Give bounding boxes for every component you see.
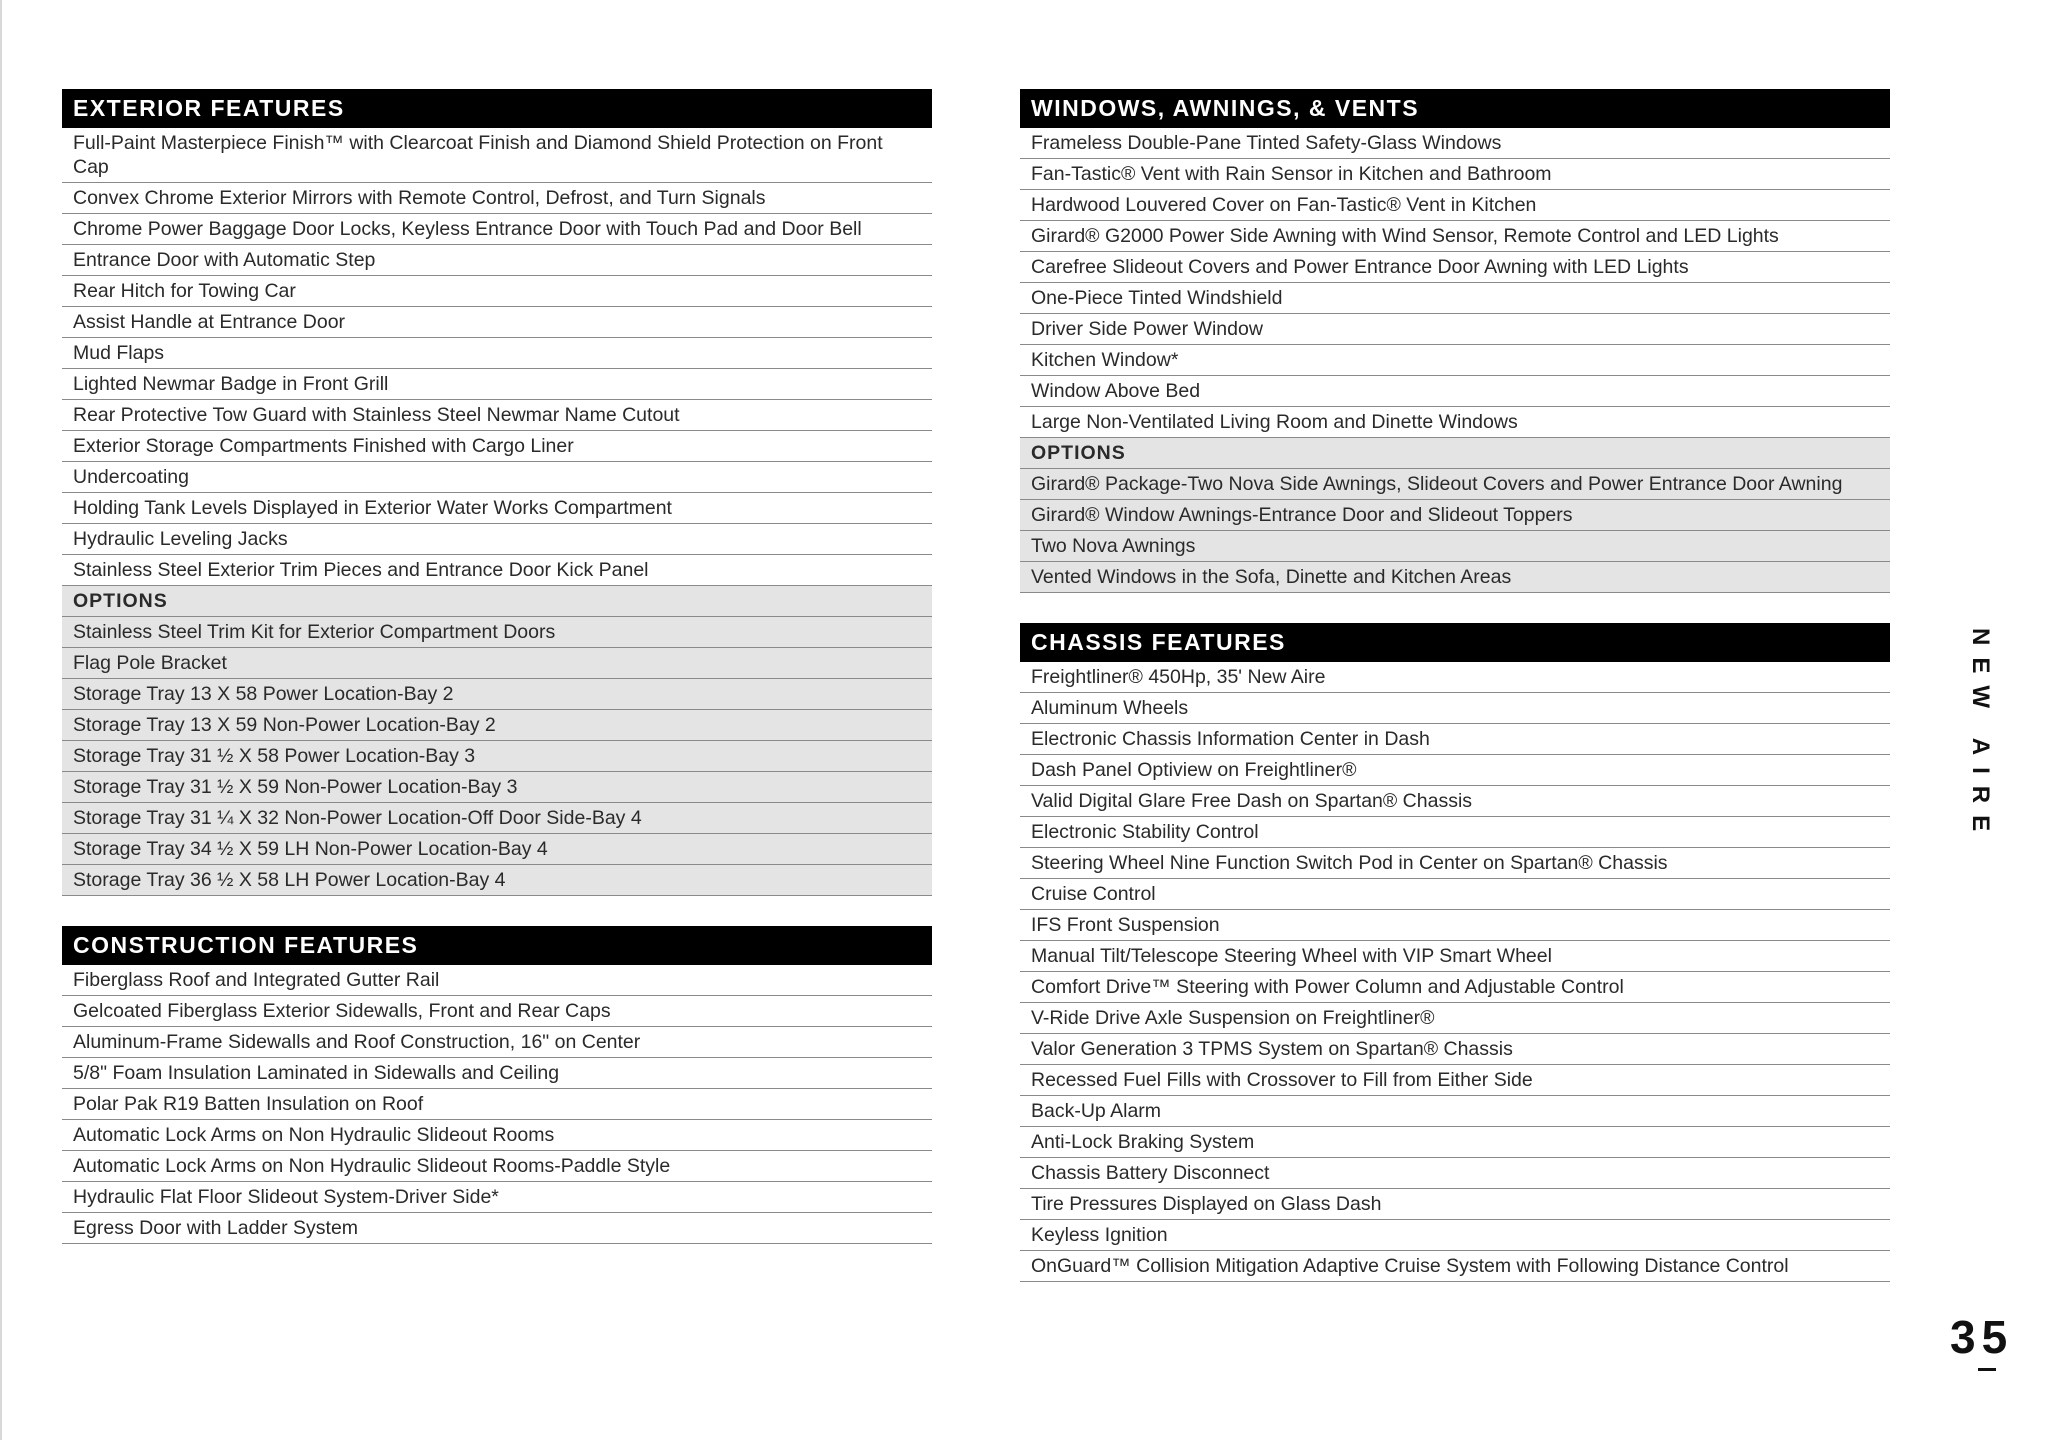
feature-row: Automatic Lock Arms on Non Hydraulic Slideout Rooms-Paddle Style xyxy=(62,1151,932,1182)
option-row: Storage Tray 31 ½ X 58 Power Location-Bay 3 xyxy=(62,741,932,772)
feature-row: Girard® G2000 Power Side Awning with Wind Sensor, Remote Control and LED Lights xyxy=(1020,221,1890,252)
feature-row: Cruise Control xyxy=(1020,879,1890,910)
feature-row: Lighted Newmar Badge in Front Grill xyxy=(62,369,932,400)
feature-row: Window Above Bed xyxy=(1020,376,1890,407)
feature-row: Stainless Steel Exterior Trim Pieces and Entrance Door Kick Panel xyxy=(62,555,932,586)
feature-row: Freightliner® 450Hp, 35' New Aire xyxy=(1020,662,1890,693)
feature-row: Rear Protective Tow Guard with Stainless Steel Newmar Name Cutout xyxy=(62,400,932,431)
feature-row: OnGuard™ Collision Mitigation Adaptive Cruise System with Following Distance Control xyxy=(1020,1251,1890,1282)
page-edge-divider xyxy=(0,0,2,1440)
option-row: Storage Tray 36 ½ X 58 LH Power Location-Bay 4 xyxy=(62,865,932,896)
feature-row: Automatic Lock Arms on Non Hydraulic Slideout Rooms xyxy=(62,1120,932,1151)
option-row: Stainless Steel Trim Kit for Exterior Compartment Doors xyxy=(62,617,932,648)
feature-row: Rear Hitch for Towing Car xyxy=(62,276,932,307)
feature-row: Carefree Slideout Covers and Power Entrance Door Awning with LED Lights xyxy=(1020,252,1890,283)
section-header: CHASSIS FEATURES xyxy=(1020,623,1890,662)
feature-row: Egress Door with Ladder System xyxy=(62,1213,932,1244)
feature-row: Comfort Drive™ Steering with Power Column and Adjustable Control xyxy=(1020,972,1890,1003)
feature-row: Fiberglass Roof and Integrated Gutter Rail xyxy=(62,965,932,996)
option-row: Storage Tray 31 ¼ X 32 Non-Power Location-Off Door Side-Bay 4 xyxy=(62,803,932,834)
feature-row: Fan-Tastic® Vent with Rain Sensor in Kitchen and Bathroom xyxy=(1020,159,1890,190)
left-column xyxy=(62,89,932,1274)
feature-row: Convex Chrome Exterior Mirrors with Remote Control, Defrost, and Turn Signals xyxy=(62,183,932,214)
options-subheader: OPTIONS xyxy=(62,586,932,617)
feature-row: Anti-Lock Braking System xyxy=(1020,1127,1890,1158)
feature-row: Electronic Stability Control xyxy=(1020,817,1890,848)
feature-row: Assist Handle at Entrance Door xyxy=(62,307,932,338)
feature-row: Manual Tilt/Telescope Steering Wheel with VIP Smart Wheel xyxy=(1020,941,1890,972)
option-row: Girard® Package-Two Nova Side Awnings, Slideout Covers and Power Entrance Door Awning xyxy=(1020,469,1890,500)
feature-row: Valor Generation 3 TPMS System on Spartan® Chassis xyxy=(1020,1034,1890,1065)
section-chassis-features xyxy=(1020,623,1890,1282)
feature-row: Large Non-Ventilated Living Room and Dinette Windows xyxy=(1020,407,1890,438)
option-row: Storage Tray 34 ½ X 59 LH Non-Power Location-Bay 4 xyxy=(62,834,932,865)
option-row: Storage Tray 31 ½ X 59 Non-Power Location-Bay 3 xyxy=(62,772,932,803)
section-header: CONSTRUCTION FEATURES xyxy=(62,926,932,965)
feature-row: Tire Pressures Displayed on Glass Dash xyxy=(1020,1189,1890,1220)
option-row: Vented Windows in the Sofa, Dinette and Kitchen Areas xyxy=(1020,562,1890,593)
feature-row: Electronic Chassis Information Center in Dash xyxy=(1020,724,1890,755)
vertical-brand-label: NEW AIRE xyxy=(1967,628,1994,844)
feature-row: Keyless Ignition xyxy=(1020,1220,1890,1251)
feature-row: V-Ride Drive Axle Suspension on Freightliner® xyxy=(1020,1003,1890,1034)
section-construction-features xyxy=(62,926,932,1244)
section-header: EXTERIOR FEATURES xyxy=(62,89,932,128)
feature-row: Back-Up Alarm xyxy=(1020,1096,1890,1127)
feature-row: Dash Panel Optiview on Freightliner® xyxy=(1020,755,1890,786)
feature-row: Steering Wheel Nine Function Switch Pod in Center on Spartan® Chassis xyxy=(1020,848,1890,879)
feature-row: Full-Paint Masterpiece Finish™ with Clearcoat Finish and Diamond Shield Protection on Front Cap xyxy=(62,128,932,183)
feature-row: Entrance Door with Automatic Step xyxy=(62,245,932,276)
feature-row: Aluminum Wheels xyxy=(1020,693,1890,724)
feature-row: Gelcoated Fiberglass Exterior Sidewalls, Front and Rear Caps xyxy=(62,996,932,1027)
option-row: Girard® Window Awnings-Entrance Door and Slideout Toppers xyxy=(1020,500,1890,531)
feature-row: Driver Side Power Window xyxy=(1020,314,1890,345)
section-windows-awnings-vents xyxy=(1020,89,1890,593)
feature-row: Exterior Storage Compartments Finished with Cargo Liner xyxy=(62,431,932,462)
feature-row: One-Piece Tinted Windshield xyxy=(1020,283,1890,314)
feature-row: Hydraulic Leveling Jacks xyxy=(62,524,932,555)
option-row: Storage Tray 13 X 58 Power Location-Bay 2 xyxy=(62,679,932,710)
feature-row: Holding Tank Levels Displayed in Exterior Water Works Compartment xyxy=(62,493,932,524)
feature-row: 5/8" Foam Insulation Laminated in Sidewalls and Ceiling xyxy=(62,1058,932,1089)
section-exterior-features xyxy=(62,89,932,896)
page-number: 35 xyxy=(1950,1311,2014,1363)
feature-row: Chassis Battery Disconnect xyxy=(1020,1158,1890,1189)
option-row: Flag Pole Bracket xyxy=(62,648,932,679)
options-subheader: OPTIONS xyxy=(1020,438,1890,469)
feature-row: Mud Flaps xyxy=(62,338,932,369)
section-header: WINDOWS, AWNINGS, & VENTS xyxy=(1020,89,1890,128)
feature-row: Undercoating xyxy=(62,462,932,493)
feature-row: Chrome Power Baggage Door Locks, Keyless Entrance Door with Touch Pad and Door Bell xyxy=(62,214,932,245)
feature-row: Hardwood Louvered Cover on Fan-Tastic® Vent in Kitchen xyxy=(1020,190,1890,221)
feature-row: Frameless Double-Pane Tinted Safety-Glass Windows xyxy=(1020,128,1890,159)
option-row: Two Nova Awnings xyxy=(1020,531,1890,562)
feature-row: Aluminum-Frame Sidewalls and Roof Construction, 16" on Center xyxy=(62,1027,932,1058)
feature-row: Kitchen Window* xyxy=(1020,345,1890,376)
page-number-rule xyxy=(1978,1368,1996,1371)
feature-row: Hydraulic Flat Floor Slideout System-Driver Side* xyxy=(62,1182,932,1213)
feature-row: Valid Digital Glare Free Dash on Spartan® Chassis xyxy=(1020,786,1890,817)
option-row: Storage Tray 13 X 59 Non-Power Location-Bay 2 xyxy=(62,710,932,741)
feature-row: Recessed Fuel Fills with Crossover to Fill from Either Side xyxy=(1020,1065,1890,1096)
feature-row: Polar Pak R19 Batten Insulation on Roof xyxy=(62,1089,932,1120)
right-column xyxy=(1020,89,1890,1312)
feature-row: IFS Front Suspension xyxy=(1020,910,1890,941)
